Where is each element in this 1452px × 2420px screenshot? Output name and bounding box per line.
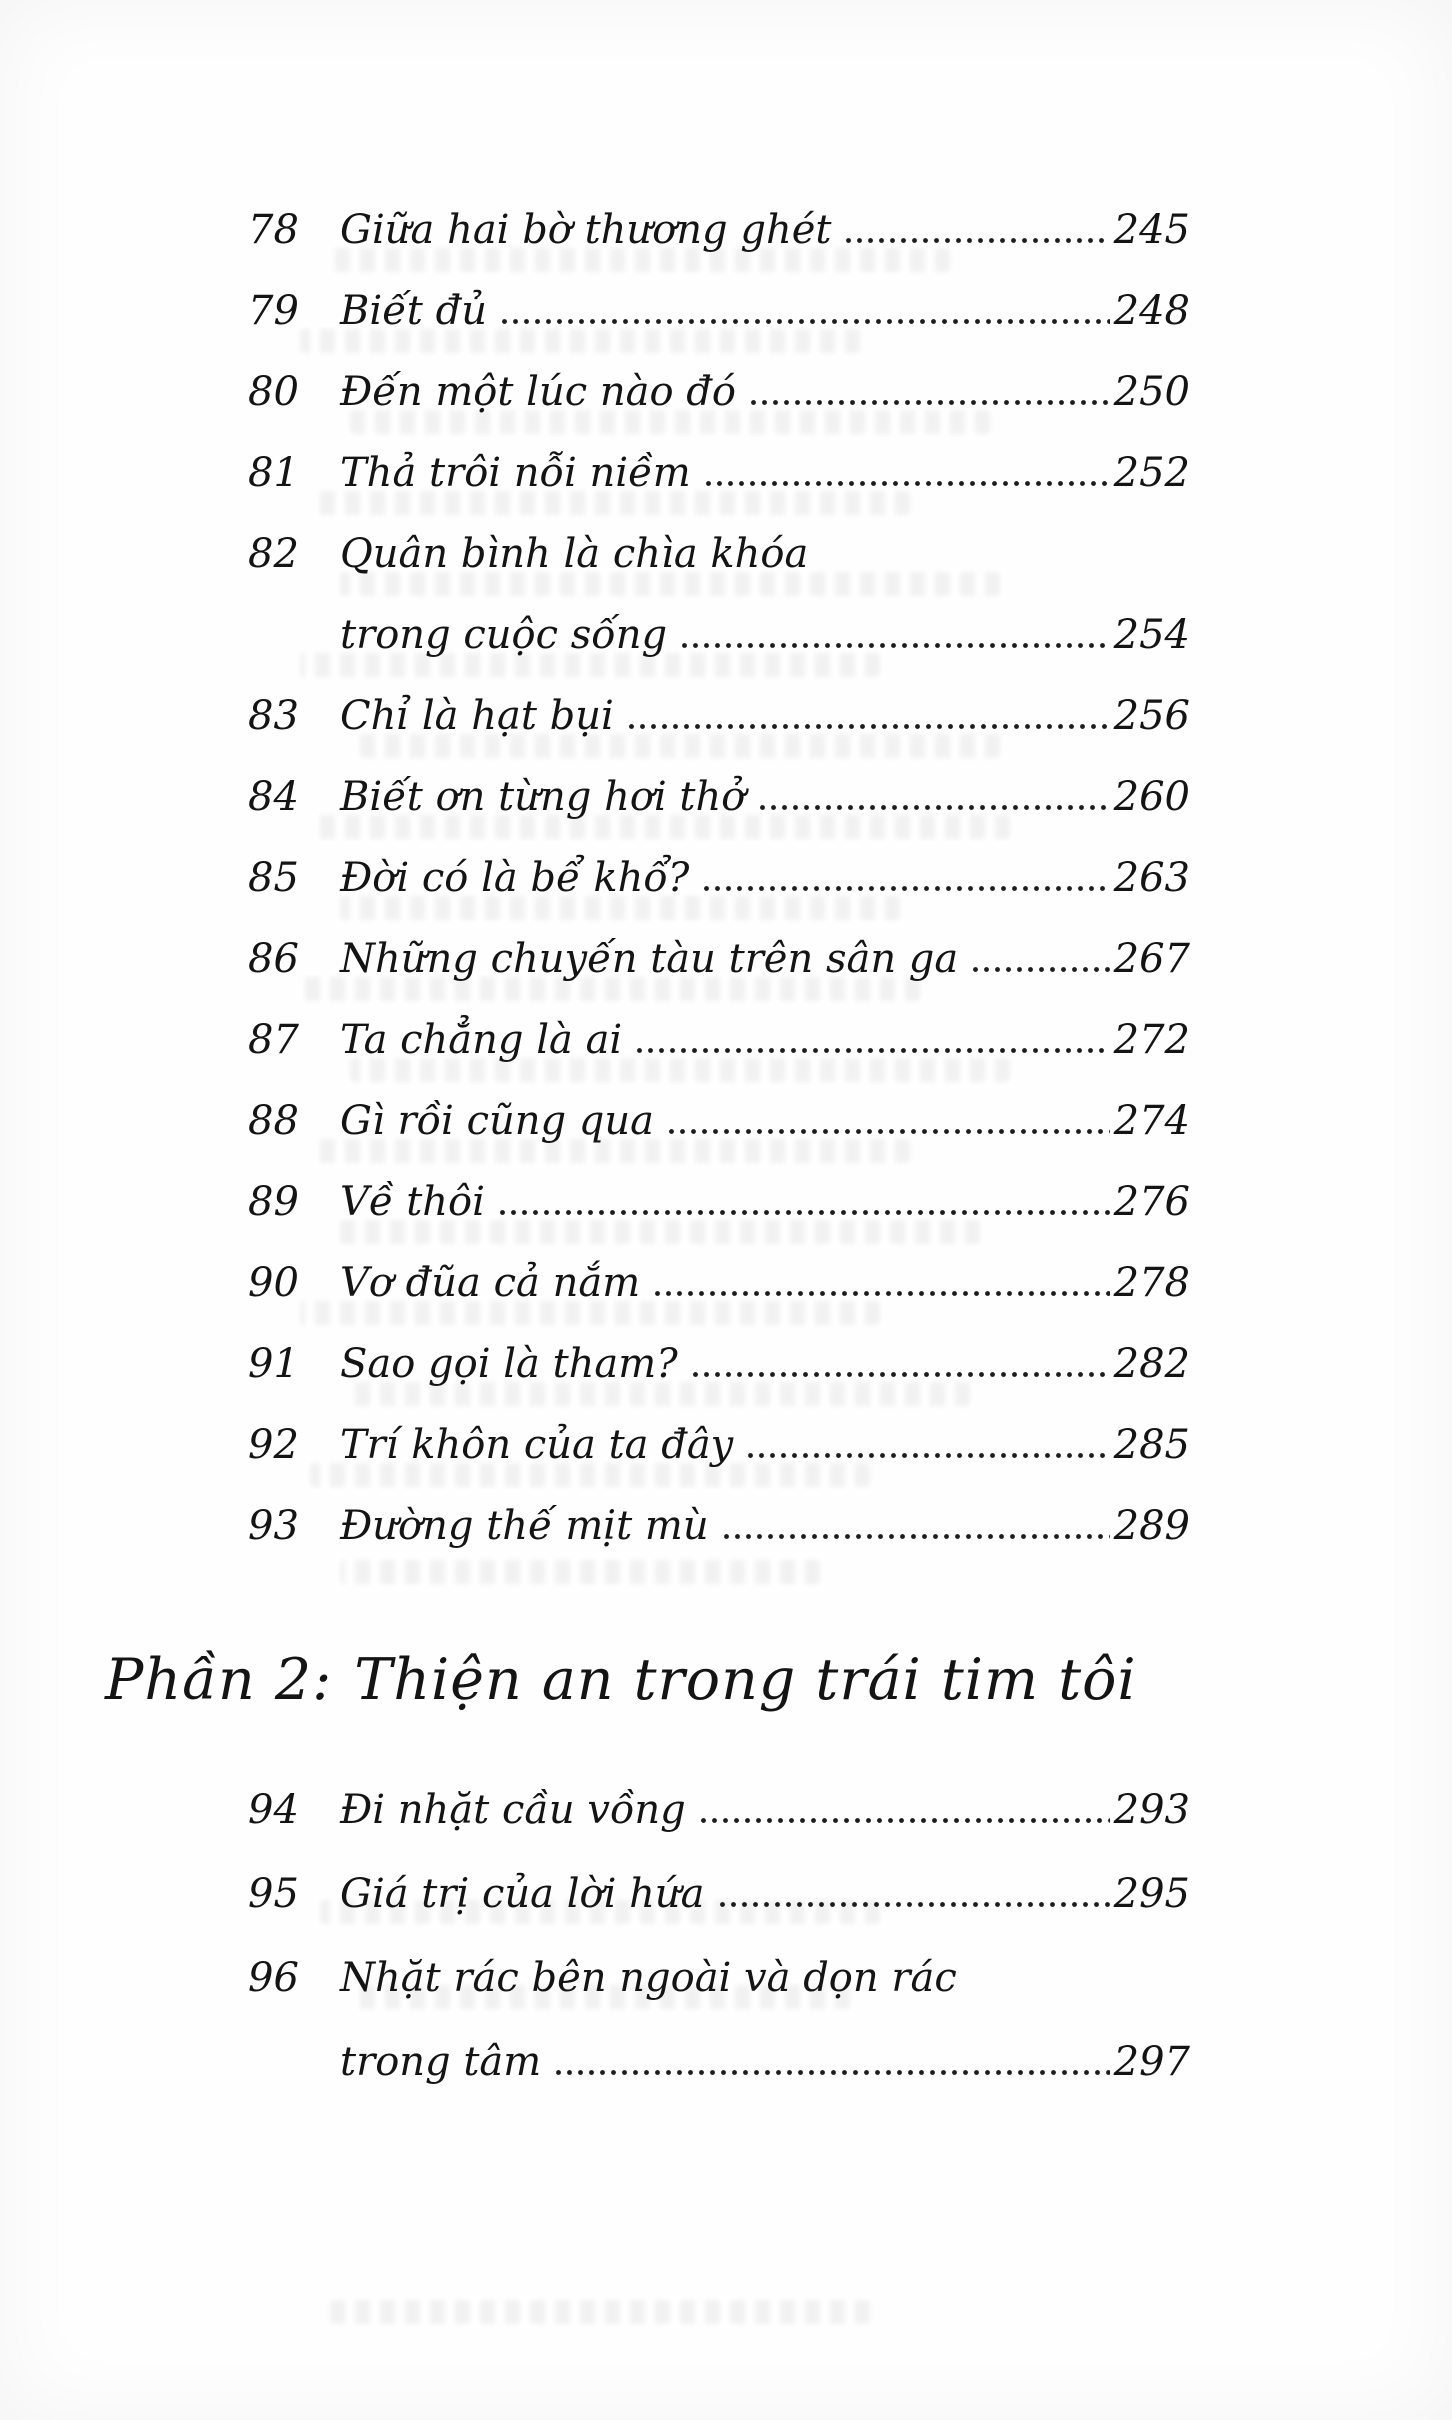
dot-leader [634, 1048, 1109, 1053]
dot-leader [626, 724, 1110, 729]
entry-number: 78 [248, 207, 299, 253]
entry-page: 250 [1113, 369, 1190, 415]
dot-leader [721, 1534, 1110, 1539]
toc-entry-continuation [248, 2020, 1190, 2104]
section-title: Thiện an trong trái tim tôi [354, 1647, 1137, 1713]
entry-title: Về thôi [340, 1179, 485, 1225]
entry-title: Biết ơn từng hơi thở [340, 774, 746, 820]
entry-title: Đến một lúc nào đó [340, 369, 736, 415]
entry-page: 297 [1113, 2039, 1190, 2086]
entry-page: 263 [1113, 855, 1190, 901]
entry-number: 89 [248, 1179, 299, 1225]
entry-page: 256 [1113, 693, 1190, 739]
entry-title: Những chuyến tàu trên sân ga [340, 936, 959, 982]
entry-number: 96 [248, 1955, 299, 2002]
entry-page: 274 [1113, 1098, 1190, 1144]
entry-title: Giá trị của lời hứa [340, 1871, 705, 1918]
entry-title: Chỉ là hạt bụi [340, 693, 614, 739]
entry-title: Thả trôi nỗi niềm [340, 450, 691, 496]
entry-page: 245 [1113, 207, 1190, 253]
toc-entry [248, 838, 1190, 919]
toc-entry [248, 1486, 1190, 1567]
section-label: Phần 2: [105, 1647, 333, 1713]
entry-title: trong tâm [340, 2039, 542, 2086]
toc-entry [248, 1162, 1190, 1243]
toc-part2-list [105, 1768, 1190, 2104]
toc-entry [248, 1405, 1190, 1486]
dot-leader [717, 1902, 1110, 1907]
dot-leader [690, 1372, 1110, 1377]
entry-page: 252 [1113, 450, 1190, 496]
toc-entry [248, 1000, 1190, 1081]
entry-number: 93 [248, 1503, 299, 1549]
toc-entry [248, 514, 1190, 595]
entry-number: 82 [248, 531, 299, 577]
entry-page: 276 [1113, 1179, 1190, 1225]
entry-number: 81 [248, 450, 299, 496]
toc-entry [248, 433, 1190, 514]
toc-entry [248, 190, 1190, 271]
entry-page: 260 [1113, 774, 1190, 820]
dot-leader [748, 400, 1110, 405]
entry-number: 95 [248, 1871, 299, 1918]
entry-page: 293 [1113, 1787, 1190, 1834]
toc-entry [248, 919, 1190, 1000]
entry-title: Đời có là bể khổ? [340, 855, 690, 901]
dot-leader [666, 1129, 1110, 1134]
entry-title: Gì rồi cũng qua [340, 1098, 655, 1144]
entry-page: 278 [1113, 1260, 1190, 1306]
dot-leader [698, 1818, 1110, 1823]
toc-entry [248, 1081, 1190, 1162]
toc-entry [248, 1768, 1190, 1852]
entry-number: 83 [248, 693, 299, 739]
entry-page: 272 [1113, 1017, 1190, 1063]
entry-number: 85 [248, 855, 299, 901]
toc-part1-list [105, 190, 1190, 1567]
toc-entry [248, 1324, 1190, 1405]
toc-entry-continuation [248, 595, 1190, 676]
entry-page: 285 [1113, 1422, 1190, 1468]
entry-page: 295 [1113, 1871, 1190, 1918]
entry-number: 91 [248, 1341, 299, 1387]
toc-entry [248, 271, 1190, 352]
entry-number: 79 [248, 288, 299, 334]
dot-leader [679, 643, 1110, 648]
entry-number: 84 [248, 774, 299, 820]
entry-page: 289 [1113, 1503, 1190, 1549]
toc-entry [248, 1852, 1190, 1936]
dot-leader [652, 1291, 1110, 1296]
entry-page: 282 [1113, 1341, 1190, 1387]
dot-leader [553, 2070, 1109, 2075]
entry-title: trong cuộc sống [340, 612, 668, 658]
toc-entry [248, 1936, 1190, 2020]
dot-leader [757, 805, 1109, 810]
entry-number: 86 [248, 936, 299, 982]
toc-entry [248, 676, 1190, 757]
entry-title: Nhặt rác bên ngoài và dọn rác [340, 1955, 957, 2002]
entry-title: Quân bình là chìa khóa [340, 531, 809, 577]
dot-leader [745, 1453, 1109, 1458]
dot-leader [701, 886, 1109, 891]
entry-number: 87 [248, 1017, 299, 1063]
entry-number: 92 [248, 1422, 299, 1468]
entry-title: Giữa hai bờ thương ghét [340, 207, 832, 253]
entry-title: Vơ đũa cả nắm [340, 1260, 641, 1306]
entry-title: Đường thế mịt mù [340, 1503, 709, 1549]
entry-number: 88 [248, 1098, 299, 1144]
toc-entry [248, 757, 1190, 838]
entry-title: Biết đủ [340, 288, 487, 334]
entry-title: Sao gọi là tham? [340, 1341, 678, 1387]
entry-number: 90 [248, 1260, 299, 1306]
bleedthrough-line [330, 2300, 870, 2324]
entry-page: 267 [1113, 936, 1190, 982]
toc-entry [248, 1243, 1190, 1324]
entry-number: 80 [248, 369, 299, 415]
toc-entry [248, 352, 1190, 433]
entry-page: 248 [1113, 288, 1190, 334]
entry-title: Ta chẳng là ai [340, 1017, 623, 1063]
dot-leader [843, 238, 1109, 243]
dot-leader [499, 319, 1110, 324]
entry-title: Trí khôn của ta đây [340, 1422, 734, 1468]
entry-title: Đi nhặt cầu vồng [340, 1787, 686, 1834]
dot-leader [497, 1210, 1110, 1215]
dot-leader [703, 481, 1110, 486]
section-heading [105, 1645, 1190, 1716]
dot-leader [970, 967, 1109, 972]
entry-number: 94 [248, 1787, 299, 1834]
entry-page: 254 [1113, 612, 1190, 658]
